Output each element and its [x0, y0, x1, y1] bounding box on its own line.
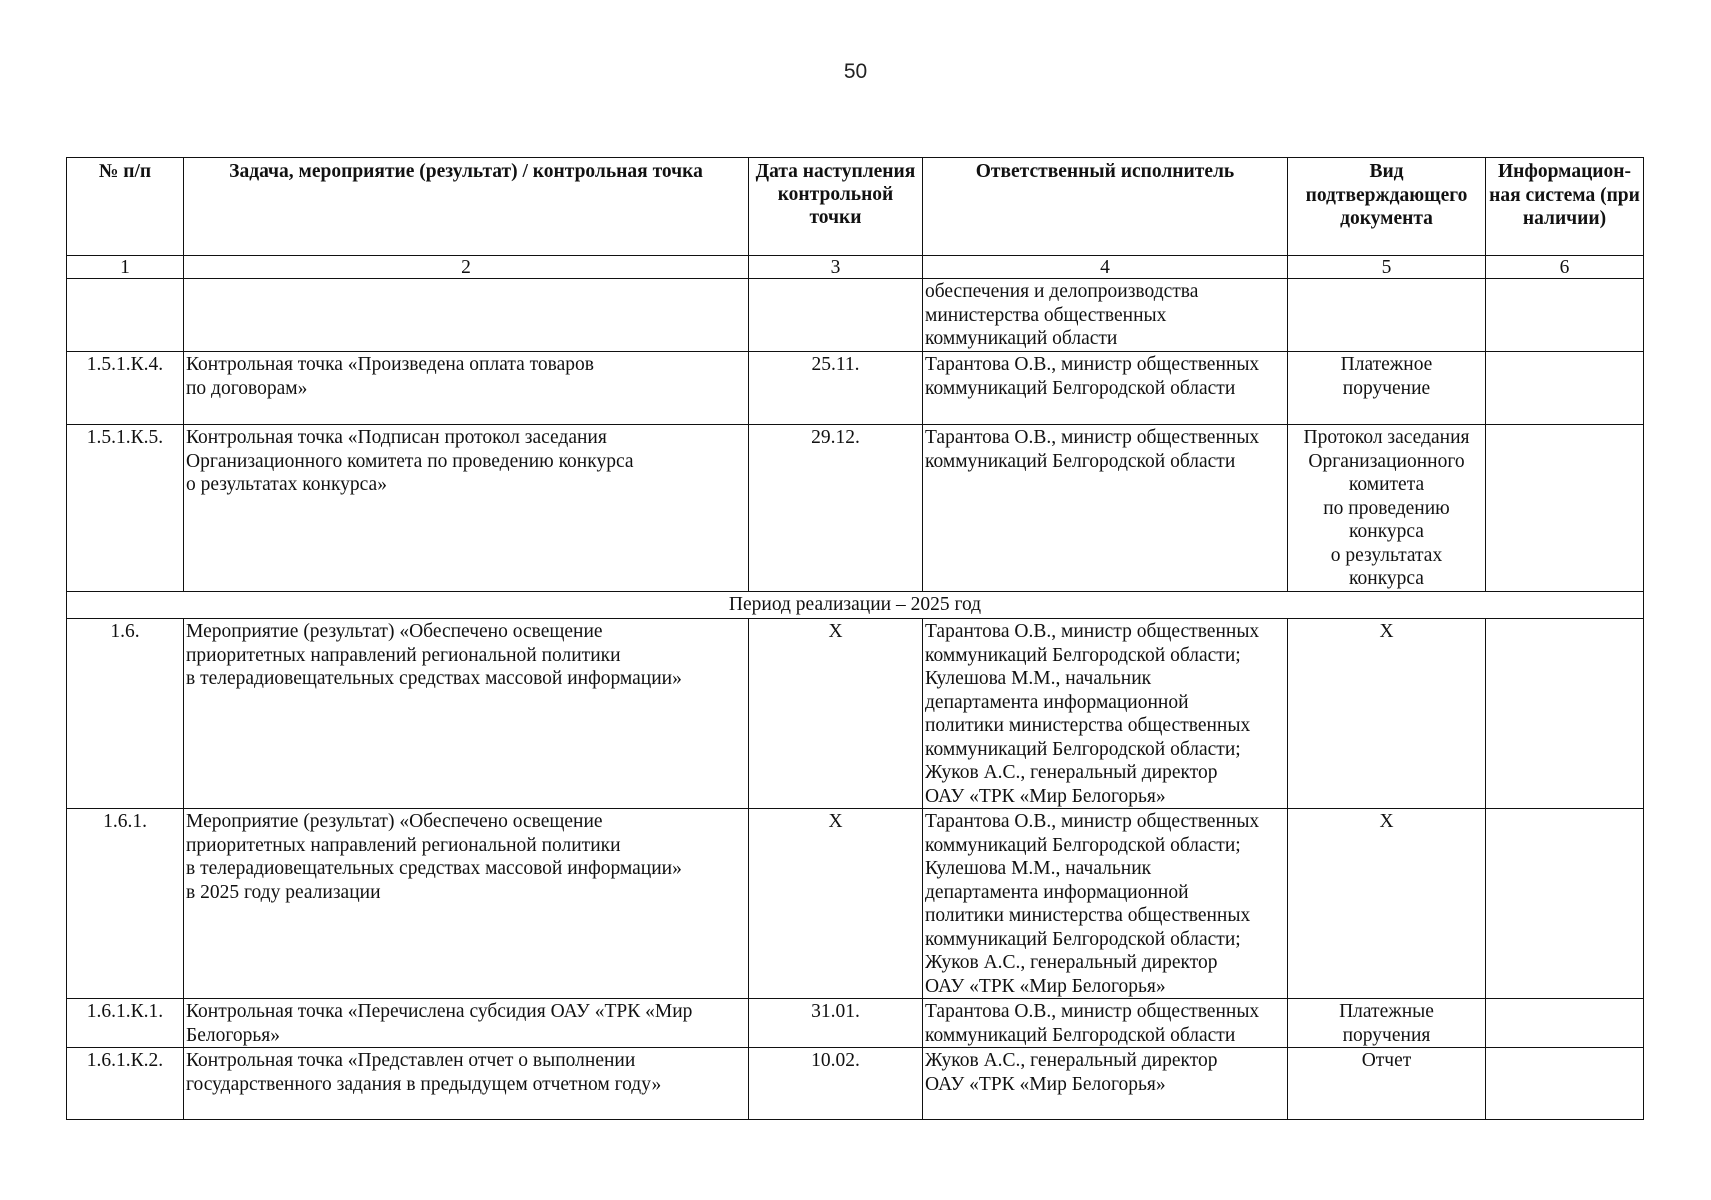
row-date: Х [749, 619, 923, 809]
control-points-table [66, 157, 1644, 1120]
row-task: Контрольная точка «Представлен отчет о выполнении государственного задания в предыдущем отчетном году» [184, 1048, 749, 1120]
row-executor: Тарантова О.В., министр общественных коммуникаций Белгородской области; Кулешова М.М., начальник департамента информационной политики министерства общественных коммуникаций Белгородской области; Жуков А.С., генеральный директор ОАУ «ТРК «Мир Белогорья» [923, 619, 1288, 809]
row-task: Контрольная точка «Произведена оплата товаров по договорам» [184, 352, 749, 425]
row-system [1486, 352, 1644, 425]
row-num: 1.6.1.К.1. [67, 999, 184, 1048]
row-doc: Протокол заседания Организационного комитета по проведению конкурса о результатах конкурса [1288, 425, 1486, 592]
row-system [1486, 1048, 1644, 1120]
row-doc: Х [1288, 809, 1486, 999]
header-num: № п/п [67, 158, 184, 256]
column-number: 2 [184, 256, 749, 279]
table-row [67, 279, 1644, 352]
row-date: 25.11. [749, 352, 923, 425]
table-row [67, 425, 1644, 592]
row-date: 29.12. [749, 425, 923, 592]
row-num: 1.5.1.К.5. [67, 425, 184, 592]
header-doc: Вид подтверждающего документа [1288, 158, 1486, 256]
column-number: 1 [67, 256, 184, 279]
row-task: Контрольная точка «Подписан протокол заседания Организационного комитета по проведению конкурса о результатах конкурса» [184, 425, 749, 592]
table-row [67, 809, 1644, 999]
row-date: Х [749, 809, 923, 999]
column-number: 5 [1288, 256, 1486, 279]
row-executor: Жуков А.С., генеральный директор ОАУ «ТРК «Мир Белогорья» [923, 1048, 1288, 1120]
header-date: Дата наступления контрольной точки [749, 158, 923, 256]
row-executor: Тарантова О.В., министр общественных коммуникаций Белгородской области [923, 425, 1288, 592]
row-doc: Отчет [1288, 1048, 1486, 1120]
header-row [67, 158, 1644, 256]
row-system [1486, 999, 1644, 1048]
row-num: 1.6.1.К.2. [67, 1048, 184, 1120]
column-number: 3 [749, 256, 923, 279]
table-row [67, 1048, 1644, 1120]
table-row [67, 999, 1644, 1048]
row-executor: Тарантова О.В., министр общественных коммуникаций Белгородской области [923, 352, 1288, 425]
header-task: Задача, мероприятие (результат) / контрольная точка [184, 158, 749, 256]
period-label: Период реализации – 2025 год [67, 592, 1644, 619]
row-task: Мероприятие (результат) «Обеспечено освещение приоритетных направлений региональной политики в телерадиовещательных средствах массовой информации» [184, 619, 749, 809]
row-executor: Тарантова О.В., министр общественных коммуникаций Белгородской области; Кулешова М.М., начальник департамента информационной политики министерства общественных коммуникаций Белгородской области; Жуков А.С., генеральный директор ОАУ «ТРК «Мир Белогорья» [923, 809, 1288, 999]
row-doc [1288, 279, 1486, 352]
row-num [67, 279, 184, 352]
period-row [67, 592, 1644, 619]
page-number: 50 [843, 60, 868, 83]
row-num: 1.5.1.К.4. [67, 352, 184, 425]
table-row [67, 352, 1644, 425]
row-date [749, 279, 923, 352]
row-system [1486, 809, 1644, 999]
row-doc: Х [1288, 619, 1486, 809]
table-row [67, 619, 1644, 809]
row-date: 31.01. [749, 999, 923, 1048]
row-system [1486, 425, 1644, 592]
row-task [184, 279, 749, 352]
row-num: 1.6. [67, 619, 184, 809]
row-date: 10.02. [749, 1048, 923, 1120]
row-system [1486, 619, 1644, 809]
header-executor: Ответственный исполнитель [923, 158, 1288, 256]
row-doc: Платежные поручения [1288, 999, 1486, 1048]
row-executor: обеспечения и делопроизводства министерства общественных коммуникаций области [923, 279, 1288, 352]
row-num: 1.6.1. [67, 809, 184, 999]
column-number: 6 [1486, 256, 1644, 279]
column-number-row [67, 256, 1644, 279]
row-system [1486, 279, 1644, 352]
row-task: Мероприятие (результат) «Обеспечено освещение приоритетных направлений региональной политики в телерадиовещательных средствах массовой информации» в 2025 году реализации [184, 809, 749, 999]
row-task: Контрольная точка «Перечислена субсидия ОАУ «ТРК «Мир Белогорья» [184, 999, 749, 1048]
column-number: 4 [923, 256, 1288, 279]
row-doc: Платежное поручение [1288, 352, 1486, 425]
header-system: Информацион- ная система (при наличии) [1486, 158, 1644, 256]
row-executor: Тарантова О.В., министр общественных коммуникаций Белгородской области [923, 999, 1288, 1048]
